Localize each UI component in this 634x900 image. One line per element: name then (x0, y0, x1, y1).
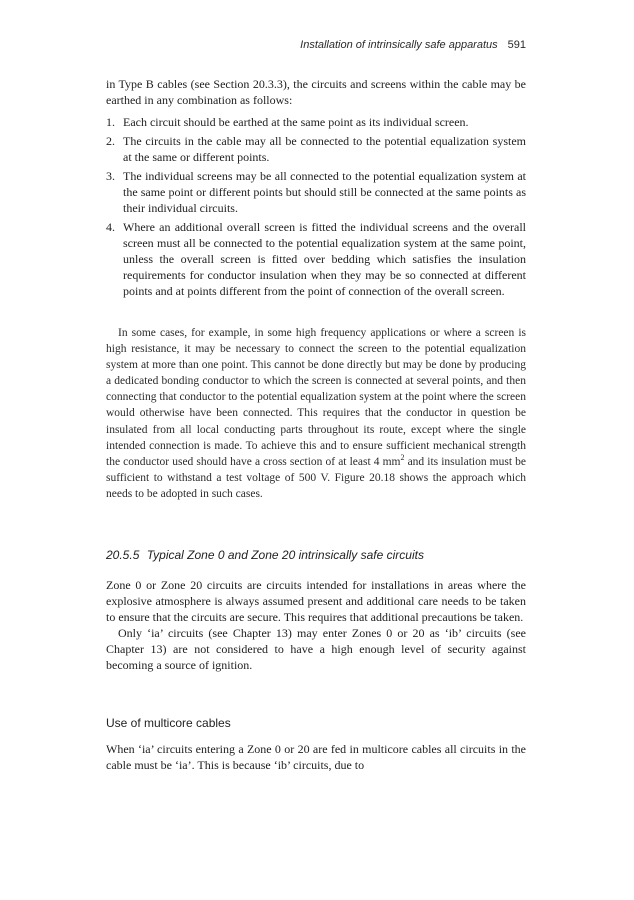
para-text: and its insulation must be sufficient to withstand a test voltage of 500 V. Figure 20.18 shows the approach which needs to be adopted in such cases. (106, 455, 526, 500)
list-item (106, 114, 526, 130)
screen-bonding-paragraph (106, 325, 526, 502)
list-item-text: The circuits in the cable may all be connected to the potential equalization system at the same or different points. (123, 134, 526, 164)
paragraph: Only ‘ia’ circuits (see Chapter 13) may enter Zones 0 or 20 as ‘ib’ circuits (see Chapter 13) are not considered to have a high enough level of security against becoming a source of ignition. (106, 626, 526, 672)
earthing-options-list (106, 114, 526, 302)
running-head-title: Installation of intrinsically safe apparatus (300, 39, 498, 51)
intro-paragraph: in Type B cables (see Section 20.3.3), the circuits and screens within the cable may be earthed in any combination as follows: (106, 77, 526, 107)
list-item (106, 168, 526, 216)
list-item-text: Each circuit should be earthed at the same point as its individual screen. (123, 115, 469, 129)
page-number: 591 (507, 39, 526, 51)
running-head (106, 39, 526, 51)
section-title: Typical Zone 0 and Zone 20 intrinsically safe circuits (146, 548, 424, 562)
subsection-heading: Use of multicore cables (106, 716, 231, 730)
list-item-text: Where an additional overall screen is fitted the individual screens and the overall screen must all be connected to the potential equalization system at the same point, unless the overall screen is fitted over bedding which satisfies the insulation requirements for conductor insulation when they may be so connected at different points and at points different from the point of connection of the overall screen. (123, 220, 526, 298)
zone-circuits-text (106, 577, 526, 673)
section-number: 20.5.5 (106, 548, 140, 562)
list-item-number: 1. (106, 115, 115, 129)
list-item-number: 3. (106, 169, 115, 183)
superscript: 2 (400, 452, 405, 462)
paragraph: Zone 0 or Zone 20 circuits are circuits intended for installations in areas where the explosive atmosphere is always assumed present and additional care needs to be taken to ensure that the circuits are secure. This requires that additional precautions be taken. (106, 578, 526, 624)
list-item-number: 4. (106, 220, 115, 234)
list-item (106, 133, 526, 165)
para-text: In some cases, for example, in some high frequency applications or where a screen is high resistance, it may be necessary to connect the screen to the potential equalization system at more than one point. This cannot be done directly but may be done by producing a dedicated bonding conductor to which the screen is connected at several points, and then connecting that conductor to the potential equalization system at the point where the screen would otherwise have been connected. This requires that the conductor in question be insulated from all local conducting parts throughout its route, except where the single intended connection is made. To achieve this and to ensure sufficient mechanical strength the conductor used should have a cross section of at least 4 mm (106, 327, 526, 468)
multicore-paragraph: When ‘ia’ circuits entering a Zone 0 or 20 are fed in multicore cables all circuits in the cable must be ‘ia’. This is because ‘ib’ circuits, due to (106, 742, 526, 772)
list-item (106, 219, 526, 299)
section-heading (106, 548, 526, 562)
list-item-number: 2. (106, 134, 115, 148)
list-item-text: The individual screens may be all connected to the potential equalization system at the same point or different points but should still be connected at the same points as their individual circuits. (123, 169, 526, 215)
